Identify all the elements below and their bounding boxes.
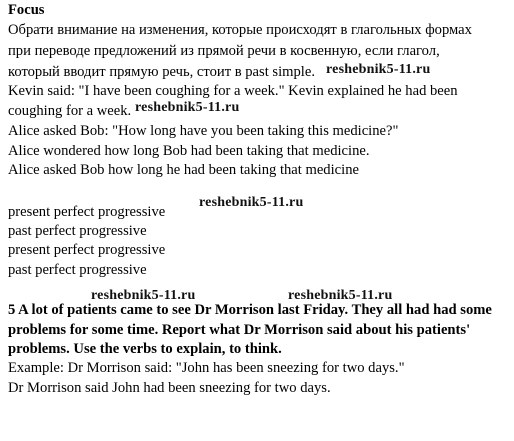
- watermark-4: reshebnik5-11.ru: [91, 288, 196, 303]
- example-line-4: Alice wondered how long Bob had been taking that medicine.: [8, 143, 370, 159]
- watermark-2: reshebnik5-11.ru: [135, 100, 240, 115]
- example-line-1: Kevin said: "I have been coughing for a week." Kevin explained he had been: [8, 83, 458, 99]
- example-line-2: coughing for a week.: [8, 103, 132, 119]
- instruction-line-3: который вводит прямую речь, стоит в past simple.: [8, 64, 315, 80]
- exercise-example-line-2: Dr Morrison said John had been sneezing for two days.: [8, 380, 331, 396]
- tense-item-1: present perfect progressive: [8, 204, 166, 220]
- watermark-1: reshebnik5-11.ru: [326, 62, 431, 77]
- instruction-line-2: при переводе предложений из прямой речи в косвенную, если глагол,: [8, 43, 440, 59]
- exercise-example-line-1: Example: Dr Morrison said: "John has been sneezing for two days.": [8, 360, 405, 376]
- tense-item-3: present perfect progressive: [8, 242, 166, 258]
- tense-item-2: past perfect progressive: [8, 223, 147, 239]
- watermark-5: reshebnik5-11.ru: [288, 288, 393, 303]
- example-line-3: Alice asked Bob: "How long have you been taking this medicine?": [8, 123, 399, 139]
- focus-heading: Focus: [8, 2, 45, 18]
- task-line-1: 5 A lot of patients came to see Dr Morrison last Friday. They all had had some: [8, 302, 492, 318]
- instruction-line-1: Обрати внимание на изменения, которые происходят в глагольных формах: [8, 22, 472, 38]
- watermark-3: reshebnik5-11.ru: [199, 195, 304, 210]
- task-line-3: problems. Use the verbs to explain, to think.: [8, 341, 282, 357]
- tense-item-4: past perfect progressive: [8, 262, 147, 278]
- example-line-5: Alice asked Bob how long he had been taking that medicine: [8, 162, 359, 178]
- task-line-2: problems for some time. Report what Dr Morrison said about his patients': [8, 322, 471, 338]
